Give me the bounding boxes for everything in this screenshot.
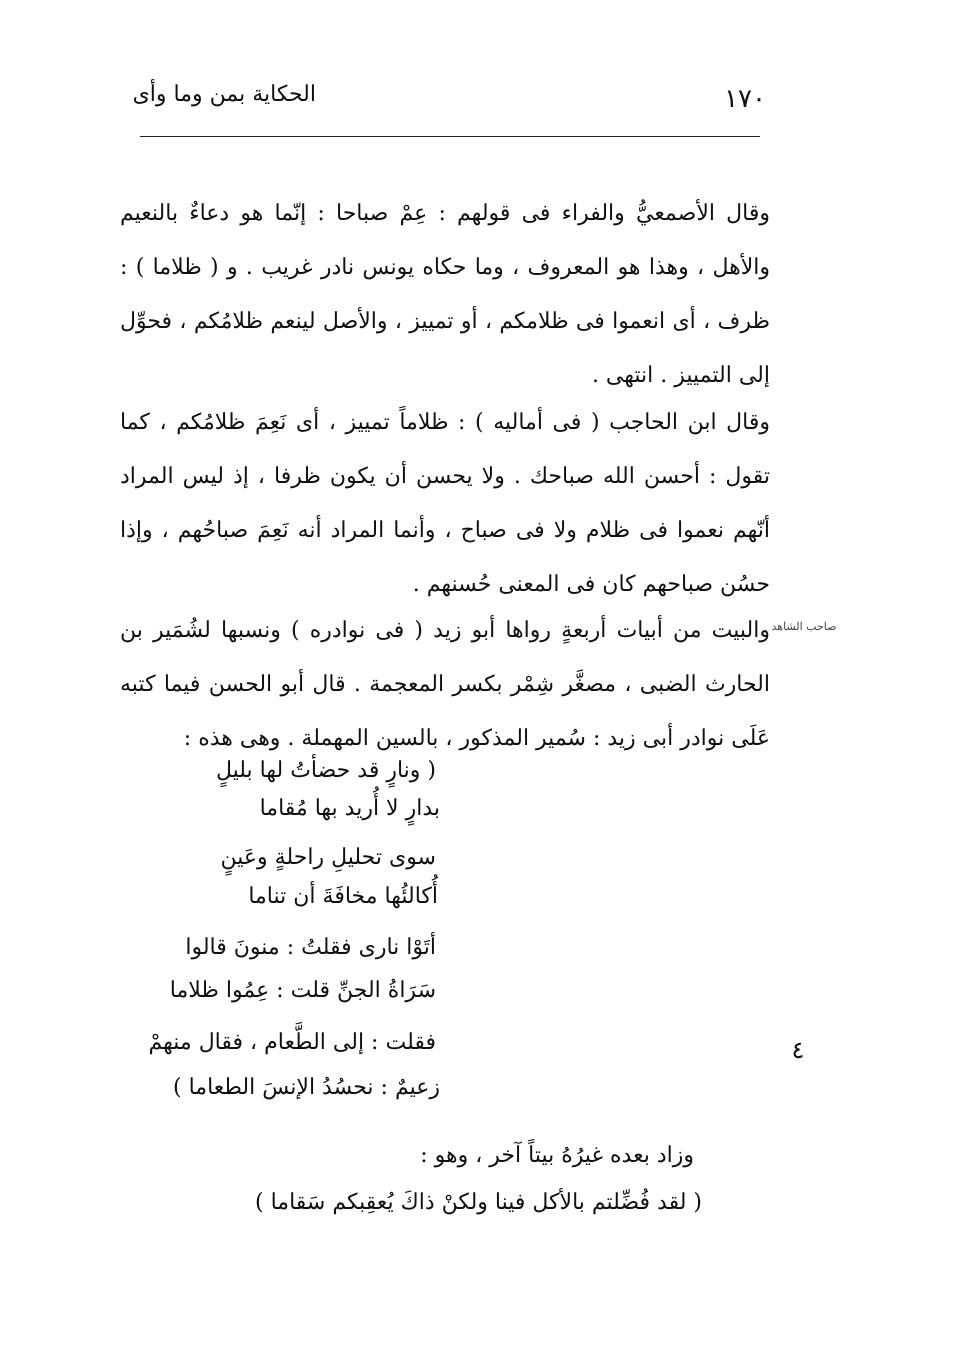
verse-line-2: بدارٍ لا أُريد بها مُقاما [259,796,440,821]
verse-line-7: فقلت : إلى الطَّعام ، فقال منهمْ [148,1030,436,1055]
paragraph-2: وقال ابن الحاجب ( فى أماليه ) : ظلاماً تمييز ، أى نَعِمَ ظلامُكم ، كما تقول : أحسن الله صباحك . ولا يحسن أن يكون ظرفا ، إذ ليس المراد أنّهم نعموا فى ظلام ولا فى صباح ، وأنما المراد أنه نَعِمَ صباحُهم ، وإذا حسُن صباحهم كان فى المعنى حُسنهم . [120,410,770,597]
verse-line-1: ( ونارٍ قد حضأتُ لها بليلٍ [215,758,436,783]
verse-line-5: أتَوْا نارى فقلتُ : منونَ قالوا [185,935,436,960]
verse-line-8: زعيمٌ : نحسُدُ الإنسَ الطعاما ) [173,1075,440,1100]
header-rule [140,136,760,137]
paragraph-3: والبيت من أبيات أربعةٍ رواها أبو زيد ( فى نوادره ) ونسبها لشُمَير بن الحارث الضبى ، مصغَّر شِمْر بكسر المعجمة . قال أبو الحسن فيما كتبه عَلَى نوادر أبى زيد : سُمير المذكور ، بالسين المهملة . وهى هذه : [120,618,770,751]
verse-line-9: ( لقد فُضِّلتم بالأكل فينا ولكنْ ذاكَ يُعقِبكم سَقاما ) [255,1190,702,1215]
verse-line-6: سَرَاةُ الجنِّ قلت : عِمُوا ظلاما [169,978,436,1003]
page-number: ١٧٠ [724,84,766,114]
margin-side-note: صاحب الشاهد [771,620,837,633]
verse-line-3: سوى تحليلِ راحلةٍ وعَينٍ [220,845,436,870]
margin-line-marker: ٤ [791,1036,805,1064]
verse-line-4: أُكالئُها مخافَةَ أن تناما [248,884,438,909]
running-title: الحكاية بمن وما وأى [132,82,316,107]
paragraph-4: وزاد بعده غيرُهُ بيتاً آخر ، وهو : [420,1143,694,1168]
paragraph-1: وقال الأصمعيُّ والفراء فى قولهم : عِمْ صباحا : إنّما هو دعاءٌ بالنعيم والأهل ، وهذا هو المعروف ، وما حكاه يونس نادر غريب . و ( ظلاما ) : ظرف ، أى انعموا فى ظلامكم ، أو تمييز ، والأصل لينعم ظلامُكم ، فحوِّل إلى التمييز . انتهى . [120,201,770,388]
